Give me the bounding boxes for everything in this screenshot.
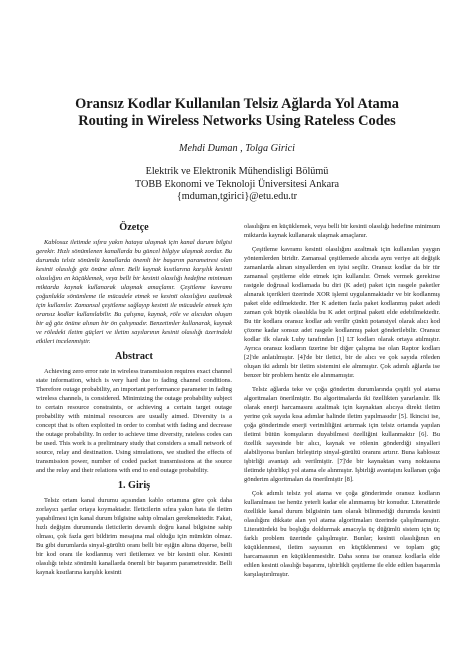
authors: Mehdi Duman , Tolga Girici <box>179 143 295 154</box>
title-english: Routing in Wireless Networks Using Rateless Codes <box>78 113 396 129</box>
ozetce-heading: Özetçe <box>119 222 149 233</box>
university: TOBB Ekonomi ve Teknoloji Üniversitesi Ankara <box>134 178 340 190</box>
paper-title <box>40 96 434 130</box>
introduction-heading: 1. Giriş <box>117 480 151 491</box>
affiliation <box>40 166 434 204</box>
paragraph-routing: Telsiz ağlarda teke ve çoğa gönderim durumlarında çeşitli yol atama algoritmaları önerilmiştir. Bu algoritmalarda iki özellikten yararlanılır. İlk olarak enerji harcamasını azaltmak için kaynaktan alıcıya direkt iletim yerine çok sayıda kısa adımlar halinde iletim yapılmasıdır [5]. İkincisi ise, çoğa gönderimde enerji verimliliğini artırmak için telsiz ortamda yapılan iletimi bütün komşuların duyabilmesi özelliğini kullanmaktır [6]. Bu özellik sayesinde bir alıcı, kaynak ve rölenin gönderdiği sinyalleri alabiliyorsa bunları birleştirip sinyal-gürültü oranını artırır. Buna kablosuz işbirliği avantajı adı verilmiştir. [7]'de bir kaynaktan varış noktasına iletimde işbirlikçi yol atama ele alınmıştır. İşbirliği avantajını kullanan çoğa gönderim algoritmaları da önerilmiştir [8]. <box>244 386 440 483</box>
department: Elektrik ve Elektronik Mühendisligi Bölümü <box>145 166 329 177</box>
abstract-heading: Abstract <box>115 351 153 362</box>
abstract-text: Achieving zero error rate in wireless transmission requires exact channel state information, which is very hard due to fading channel conditions. Therefore outage probability, an important performance parameter in fading wireless channels, is considered. Minimizing the outage probability subject to certain resource constraints, or achieving a certain target outage probability with minimal resources are usually aimed. Diversity is a concept that is often exploited in order to combat with fading and decrease the outage probability. In order to achieve time diversity, rateless codes can be used. This work is a preliminary study that considers a small network of source, relay and destination. Using simulations, we studied the effects of transmission power, number of coded packet transmissions at the source and the relay and their relations with end to end outage probability. <box>36 368 232 474</box>
ozetce-text: Kablosuz iletimde sıfıra yakın hataya ulaşmak için kanal durum bilgisi gerekir. Hızlı sönümlenen kanallarda bu güncel bilgiye ulaşmak zordur. Bu durumda telsiz sönümlü kanallarda önemli bir başarım parametresi olan kesinti olasılığı göz önüne alınır. Belli kaynak kısıtlarına karşılık kesinti olasılığını en küçüklemek, veya belli bir kesinti olasılığı hedefine minimum miktarda kaynak kullanarak ulaşmak amaçlanır. Çeşitleme kavramı çoğunlukla sönümleme ile mücadele etmek ve kesinti olasılığını azaltmak için kullanılır. Zamansal çeşitleme sağlayıp kesinti ile mücadele etmek için oransız kodlar kullanılabilir. Bu çalışma, kaynak, röle ve alıcıdan oluşan bir ağ göz önüne alınan bir ön çalışmadır. Benzetimler kullanarak, kaynak ve röledeki iletim güçleri ve iletim sayılarının kesinti olasılığı üzerindeki etkileri incelenmiştir. <box>36 239 232 345</box>
introduction-text: Telsiz ortam kanal durumu açısından kablo ortamına göre çok daha zorlayıcı şartlar ortaya koymaktadır. İleticilerin sıfıra yakın hata ile iletim yapabilmesi için kanal durum bilgisine sahip olmaları gerekmektedir. Fakat, hızlı değişim durumunda ileticilerin devamlı doğru kanal bilgisine sahip olması, çok fazla geri bildirim mesajına mal olduğu için mümkün olmaz. Bu gibi durumlarda sinyal-gürültü oranı belli bir eşiğin altına düşerse, belli bir kod oranı ile kodlanmış veri iletilemez ve bir kesinti olur. Kesinti olasılığı telsiz sönümlü kanallarda önemli bir başarım parametresidir. Belli kaynak kısıtlarına karşılık kesinti <box>36 497 232 576</box>
left-column <box>36 222 232 582</box>
emails: {mduman,tgirici}@etu.edu.tr <box>176 191 298 202</box>
paragraph-gap: Çok adımlı telsiz yol atama ve çoğa gönderimde oransız kodların kullanılması ise henüz yeterli kadar ele alınmamış bir konudur. Literatürde özellikle kanal durum bilgisinin tam olarak bilinmediği durumda kesinti olasılığını dikkate alan yol atama algoritmaları üzerinde çalışılmamıştır. Literatürdeki bu boşluğu doldurmak amacıyla üç düğümlü sistem için üç farklı problem üzerinde çalışılmıştır. Bunlar; kesinti olasılığının en küçüklenmesi, iletim sayısının en küçüklenmesi ve toplam güç harcamasının en küçüklenmesidir. Daha sonra ise oransız kodlarla elde edilen kesinti olasılığı başarımı, işbirlikli çeşitleme ile elde edilen başarımla karşılaştırılmıştır. <box>244 490 440 578</box>
paragraph-continued: olasılığını en küçüklemek, veya belli bir kesinti olasılığı hedefine minimum miktarda kaynak kullanarak ulaşmak amaçlanır. <box>244 223 440 239</box>
paragraph-diversity: Çeşitleme kavramı kesinti olasılığını azaltmak için kullanılan yaygın yöntemlerden biridir. Zamansal çeşitlemede alıcıda aynı veriye ait değişik zamanlarda alınan sinyallerden en iyisi seçilir. Oransız kodlar da bir tür zamansal çeşitleme elde etmek için kullanılır. Örnek vermek gerekirse rastgele doğrusal kodlamada bu diri (K adet) paket için rasgele paketler alınarak içerikleri üzerinde XOR işlemi uygulanmaktadır ve bir kodlanmış paket elde edilmektedir. Her K adetten fazla paket kodlanmış paket adedi zaman çok büyük olasılıkla bu K adet orijinal paketi elde edebilmektedir. Bu tür kodlara oransız kodlar adı verilir çünkü potansiyel olarak alıcı kod çözene kadar sonsuz adet rasgele kodlanmış paket gönderilebilir. Oransız kodlar ilk olarak Luby tarafından [1] LT kodları olarak ortaya atılmıştır. Ayrıca oransız kodların üzerine bir diğer çalışma ise olan Raptor kodları [2]'de anlatılmıştır. [4]'de bir iletici, bir de alıcı ve çok sayıda röleden oluşan iki adımlı bir iletim sistemini ele almmıştır. Çok adımlı ağlarda ise benzer bir problem henüz ele alınmamıştır. <box>244 246 440 379</box>
right-column <box>244 222 440 584</box>
title-turkish: Oransız Kodlar Kullanılan Telsiz Ağlarda Yol Atama <box>75 96 399 112</box>
